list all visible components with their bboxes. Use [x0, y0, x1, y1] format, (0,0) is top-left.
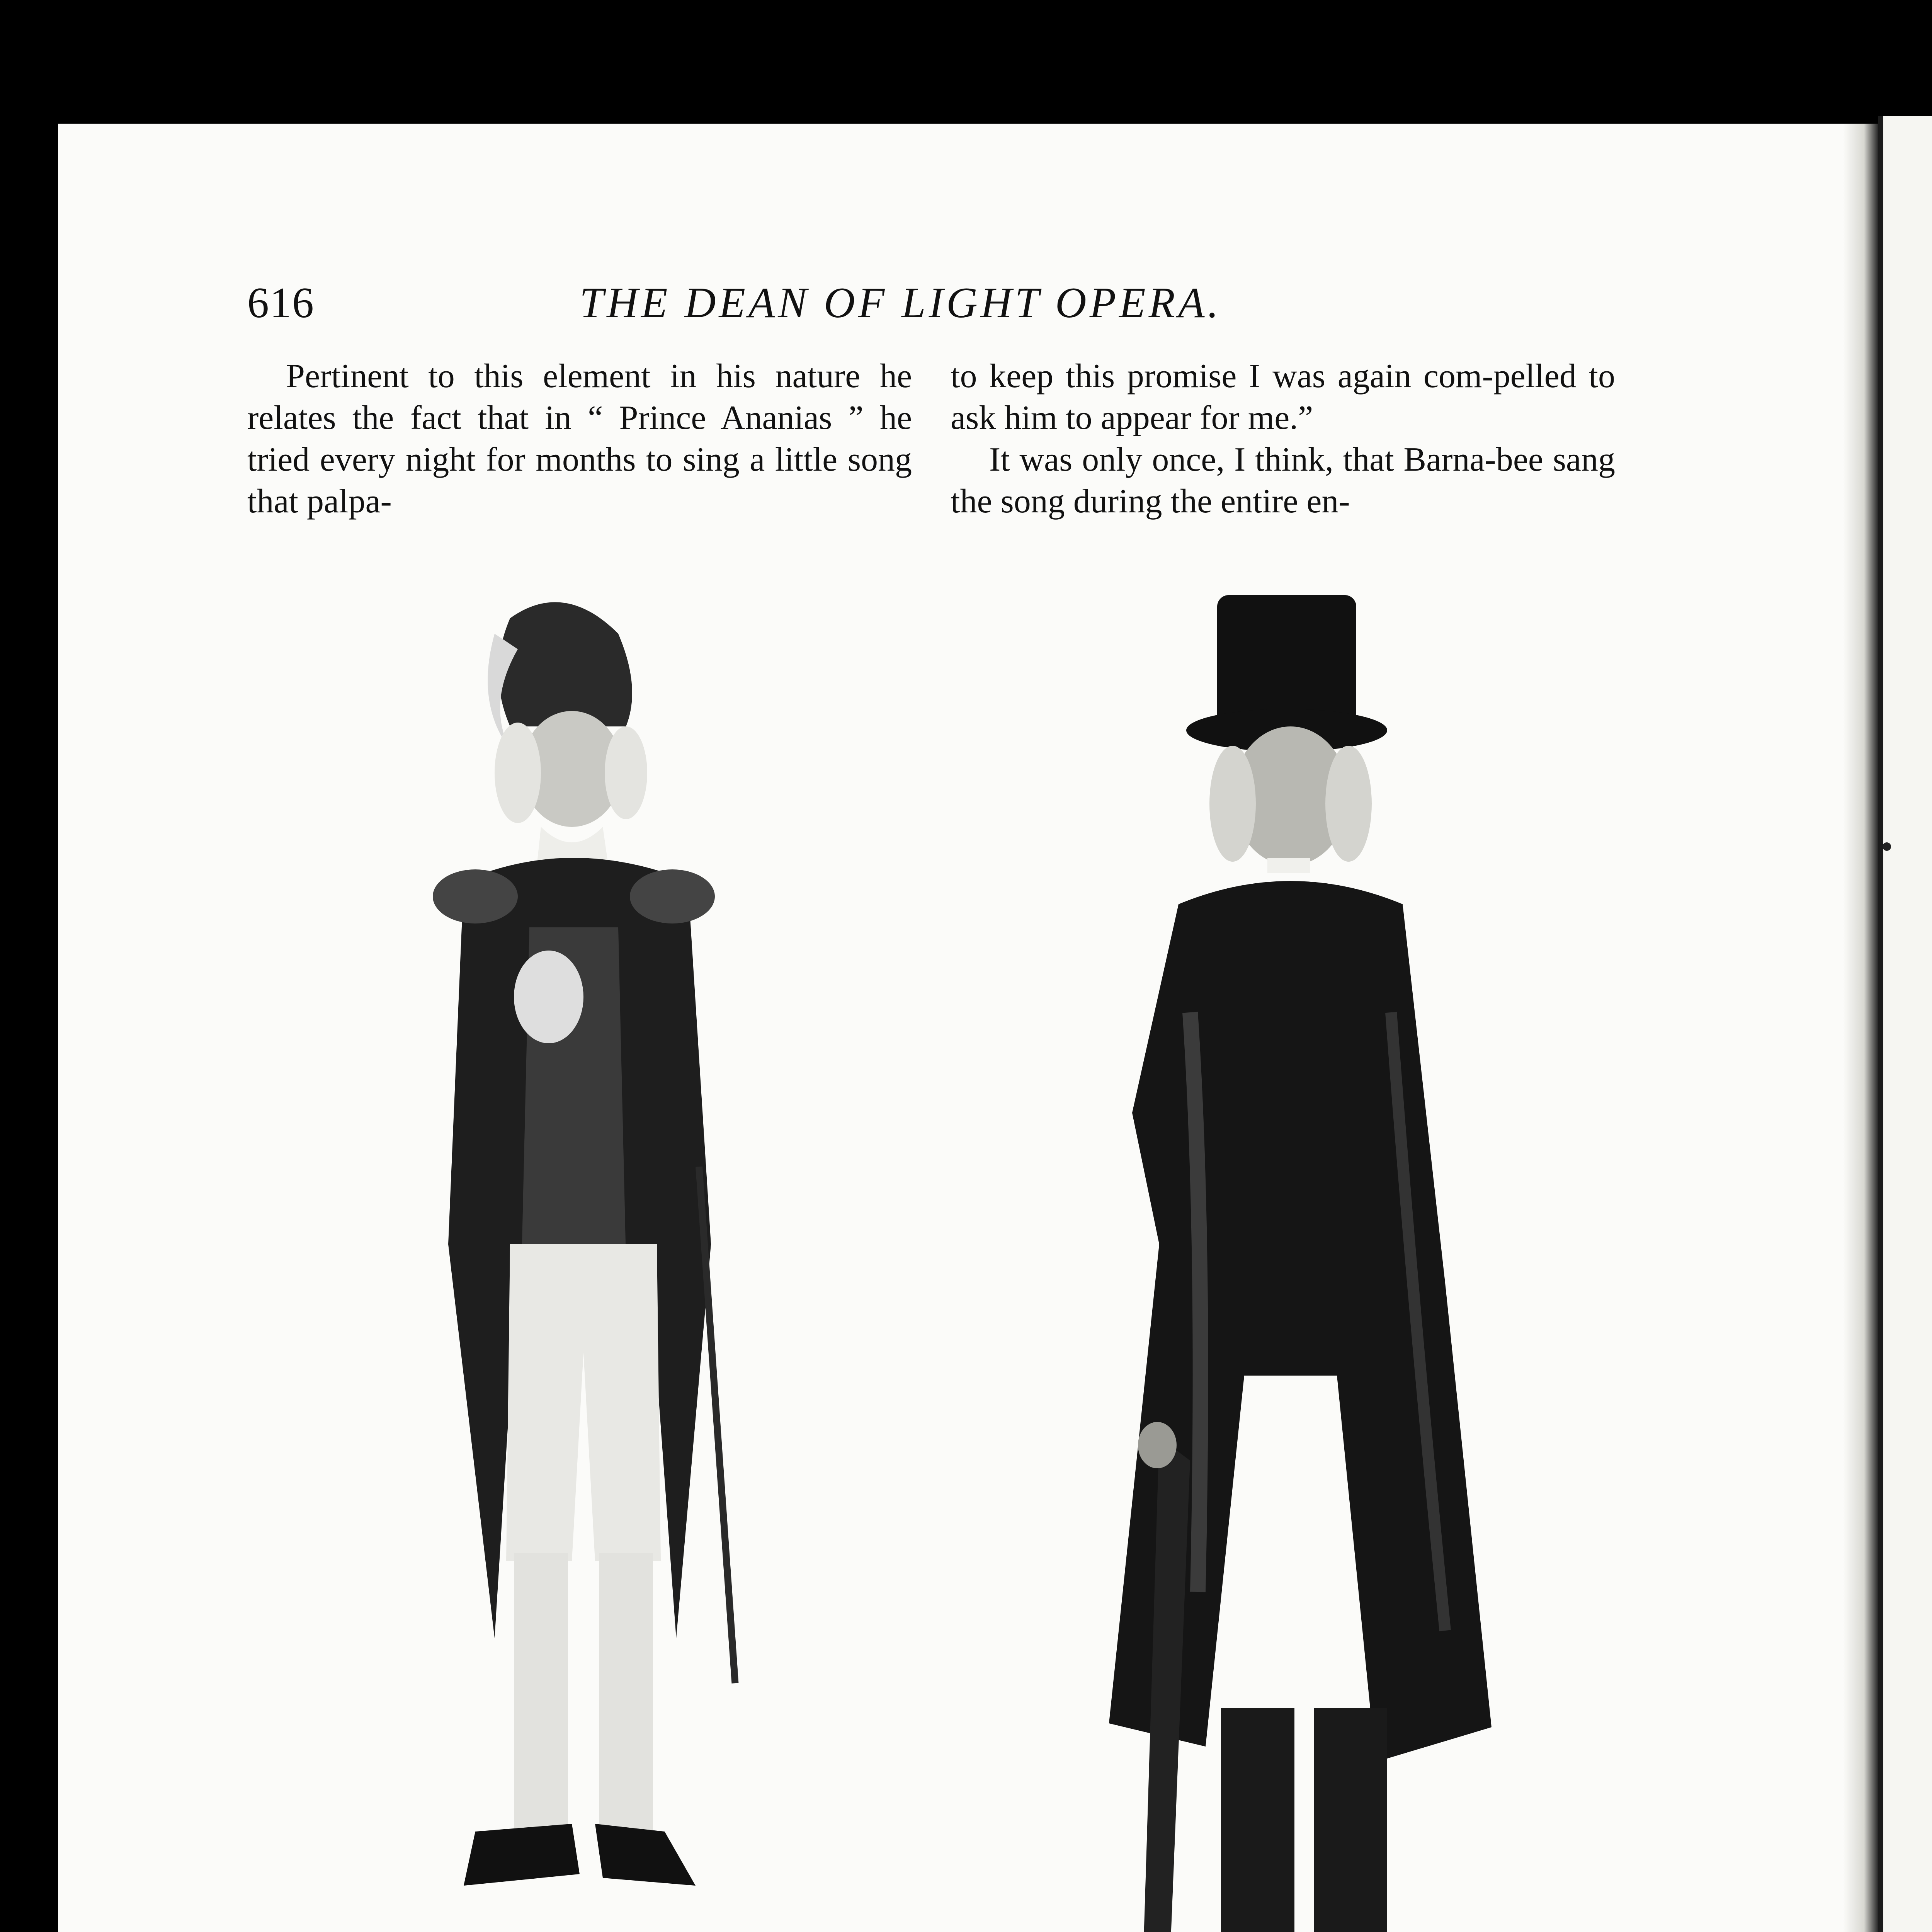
left-column-top: [247, 355, 912, 522]
photo-theophilus-andover: [1043, 587, 1522, 1932]
right-column-top: [951, 355, 1615, 522]
page-speck: [1883, 842, 1891, 851]
next-page-edge: [1878, 116, 1932, 1932]
page-number: 616: [247, 279, 315, 327]
paragraph: It was only once, I think, that Barna-bee sang the song during the entire en-: [951, 441, 1615, 520]
paragraph: to keep this promise I was again com-pelled to ask him to appear for me.”: [951, 357, 1615, 437]
paragraph: Pertinent to this element in his nature he relates the fact that in “ Prince Ananias ” he tried every night for months to sing a little song that palpa-: [247, 357, 912, 520]
running-title: THE DEAN OF LIGHT OPERA.: [580, 279, 1222, 327]
photo-sir-joseph-porter: [348, 587, 811, 1932]
page-gutter-shadow: [1843, 124, 1878, 1932]
